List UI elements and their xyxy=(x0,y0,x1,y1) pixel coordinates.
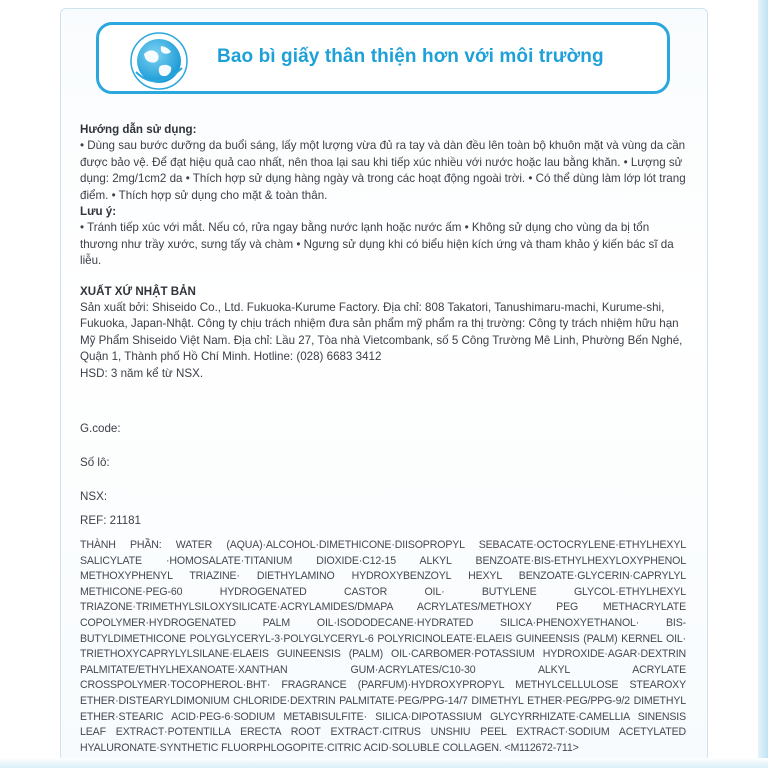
ingredients-list: THÀNH PHẦN: WATER (AQUA)·ALCOHOL·DIMETHICONE·DIISOPROPYL SEBACATE·OCTOCRYLENE·ETHYLHEXYL SALICYLATE ·HOMOSALATE·TITANIUM DIOXIDE·C12-15 ALKYL BENZOATE·BIS-ETHYLHEXYLOXYPHENOL METHOXYPHENYL TRIAZINE· DIETHYLAMINO HYDROXYBENZOYL HEXYL BENZOATE·GLYCERIN·CAPRYLYL METHICONE·PEG-60 HYDROGENATED CASTOR OIL· BUTYLENE GLYCOL·ETHYLHEXYL TRIAZONE·TRIMETHYLSILOXYSILICATE·ACRYLAMIDES/DMAPA ACRYLATES/METHOXY PEG METHACRYLATE COPOLYMER·HYDROGENATED PALM OIL·ISODODECANE·HYDRATED SILICA·PHENOXYETHANOL· BIS-BUTYLDIMETHICONE POLYGLYCERYL-3·POLYGLYCERYL-6 POLYRICINOLEATE·ELAEIS GUINEENSIS (PALM) KERNEL OIL· TRIETHOXYCAPRYLYLSILANE·ELAEIS GUINEENSIS (PALM) OIL·CARBOMER·POTASSIUM HYDROXIDE·AGAR·DEXTRIN PALMITATE/ETHYLHEXANOATE·XANTHAN GUM·ACRYLATES/C10-30 ALKYL ACRYLATE CROSSPOLYMER·TOCOPHEROL·BHT· FRAGRANCE (PARFUM)·HYDROXYPROPYL METHYLCELLULOSE STEAROXY ETHER·DISTEARYLDIMONIUM CHLORIDE·DEXTRIN PALMITATE·PEG/PPG-14/7 DIMETHYL ETHER·PEG/PPG-9/2 DIMETHYL ETHER·STEARIC ACID·PEG-6·SODIUM METABISULFITE· SILICA·DIPOTASSIUM GLYCYRRHIZATE·CAMELLIA SINENSIS LEAF EXTRACT·POTENTILLA ERECTA ROOT EXTRACT·CITRUS UNSHIU PEEL EXTRACT·SODIUM ACETYLATED HYALURONATE·SYNTHETIC FLUORPHLOGOPITE·CITRIC ACID·SOLUBLE COLLAGEN. <M112672-711> xyxy=(80,539,686,754)
mfg-date-label: NSX: xyxy=(80,490,108,503)
note-heading: Lưu ý: xyxy=(80,205,117,219)
lot-label: Số lô: xyxy=(80,456,110,469)
globe-icon xyxy=(130,32,188,90)
usage-body: • Dùng sau bước dưỡng da buổi sáng, lấy một lượng vừa đủ ra tay và dàn đều lên toàn bộ khuôn mặt và vùng da cần được bảo vệ. Để đạt hiệu quả cao nhất, nên thoa lại sau khi tiếp xúc nhiều với nước hoặc lau bằng khăn. • Lượng sử dụng: 2mg/1cm2 da • Thích hợp sử dụng hàng ngày và trong các hoạt động ngoài trời. • Có thể dùng làm lớp lót trang điểm. • Thích hợp sử dụng cho mặt & toàn thân. xyxy=(80,139,686,202)
origin-body: Sản xuất bởi: Shiseido Co., Ltd. Fukuoka-Kurume Factory. Địa chỉ: 808 Takatori, Tanushimaru-machi, Kurume-shi, Fukuoka, Japan-Nhật. Công ty chịu trách nhiệm đưa sản phẩm mỹ phẩm ra thị trường: Công ty trách nhiệm hữu hạn Mỹ Phẩm Shiseido Việt Nam. Địa chỉ: Lầu 27, Tòa nhà Vietcombank, số 5 Công Trường Mê Linh, Phường Bến Nghé, Quận 1, Thành phố Hồ Chí Minh. Hotline: (028) 6683 3412 xyxy=(80,301,683,364)
ref-code: REF: 21181 xyxy=(80,514,142,527)
package-edge-right xyxy=(758,0,768,768)
expiry-text: HSD: 3 năm kể từ NSX. xyxy=(80,366,204,380)
package-edge-bottom xyxy=(0,758,768,768)
origin-heading: XUẤT XỨ NHẬT BẢN xyxy=(80,284,196,298)
eco-banner-text: Bao bì giấy thân thiện hơn với môi trường xyxy=(217,46,604,67)
gcode-label: G.code: xyxy=(80,422,121,435)
product-info xyxy=(80,122,686,382)
usage-heading: Hướng dẫn sử dụng: xyxy=(80,123,197,136)
note-body: • Tránh tiếp xúc với mắt. Nếu có, rửa ngay bằng nước lạnh hoặc nước ấm • Không sử dụng cho vùng da bị tổn thương như trầy xước, sưng tấy và chàm • Ngưng sử dụng khi có biểu hiện kích ứng và tham khảo ý kiến bác sĩ da liễu. xyxy=(80,221,674,268)
